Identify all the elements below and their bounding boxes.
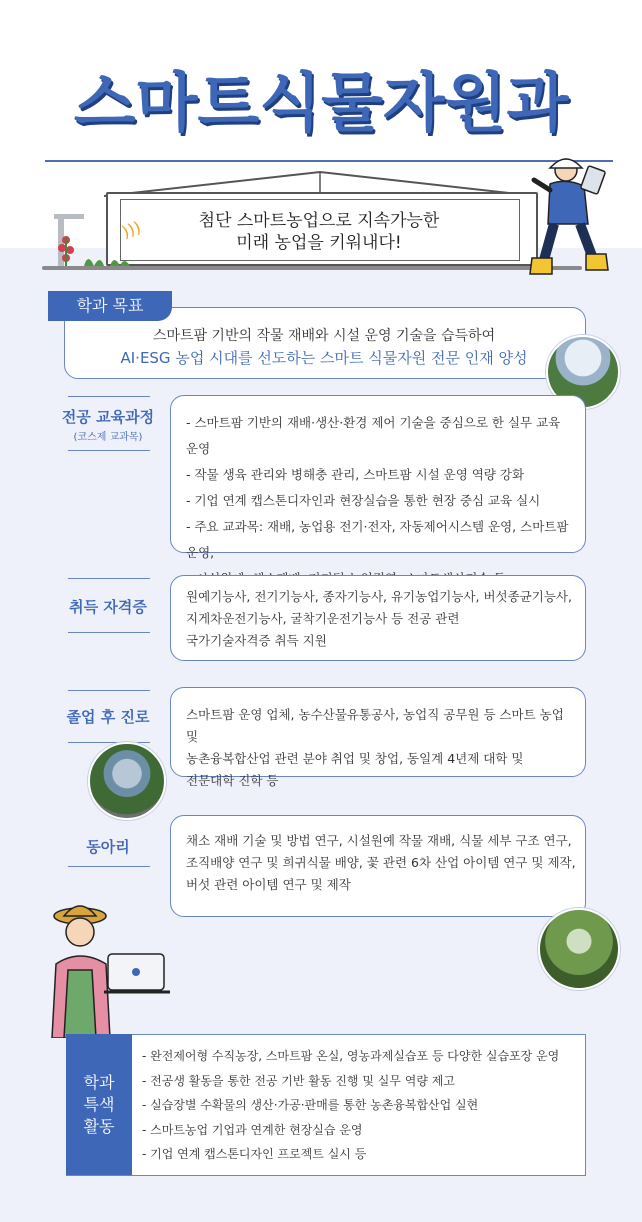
features-list [142,1044,582,1167]
orchard-photo [538,908,620,990]
curriculum-label: 전공 교육과정 [61,408,155,426]
list-item: - 주요 교과목: 재배, 농업용 전기·전자, 자동제어시스템 운영, 스마트팜 운영, [186,519,569,560]
goal-line-1: 스마트팜 기반의 작물 재배와 시설 운영 기술을 습득하여 [152,328,496,344]
features-label-line: 활동 [83,1117,115,1136]
curriculum-rule-top [68,396,150,397]
cert-rule-top [68,578,150,579]
club-text [186,830,576,896]
curriculum-sublabel: (코스제 교과목) [73,432,143,443]
features-label-line: 특색 [83,1095,115,1114]
curriculum-rule-bottom [68,450,150,451]
banner-line-1: 첨단 스마트농업으로 지속가능한 [198,211,440,231]
club-label: 동아리 [86,838,130,856]
goal-line-2: AI·ESG 농업 시대를 선도하는 스마트 식물자원 전문 인재 양성 [120,349,528,367]
cert-rule-bottom [68,632,150,633]
page-title: 스마트식물자원과 [73,67,569,141]
ground-line [42,266,582,270]
list-item: - 기업 연계 캡스톤디자인과 현장실습을 통한 현장 중심 교육 실시 [186,493,541,508]
vertical-farm-photo [88,742,166,820]
student-laptop-icon [46,898,176,1038]
list-item: - 스마트농업 기업과 연계한 현장실습 운영 [142,1122,363,1137]
career-label: 졸업 후 진로 [66,708,150,726]
curriculum-list [186,410,576,592]
club-line: 버섯 관련 아이템 연구 및 제작 [186,877,351,892]
list-item: - 완전제어형 수직농장, 스마트팜 온실, 영농과제실습포 등 다양한 실습포장 운영 [142,1049,560,1063]
list-item: - 전공생 활동을 통한 전공 기반 활동 진행 및 실무 역량 제고 [142,1073,455,1088]
cert-line: 원예기능사, 전기기능사, 종자기능사, 유기농업기능사, 버섯종균기능사, [186,589,572,604]
farmer-tablet-icon [526,150,616,280]
career-line: 전문대학 진학 등 [186,773,279,788]
list-item: - 스마트팜 기반의 재배·생산·환경 제어 기술을 중심으로 한 실무 교육 운영 [186,415,561,456]
career-text [186,704,576,792]
cert-line: 지게차운전기능사, 굴착기운전기능사 등 전공 관련 [186,611,460,626]
plants-icon [54,232,144,268]
list-item: - 작물 생육 관리와 병해충 관리, 스마트팜 시설 운영 역량 강화 [186,467,525,482]
career-line: 농촌융복합산업 관련 분야 취업 및 창업, 동일계 4년제 대학 및 [186,751,524,766]
club-line: 조직배양 연구 및 희귀식물 배양, 꽃 관련 6차 산업 아이템 연구 및 제작, [186,855,576,870]
career-rule-top [68,690,150,691]
cert-text [186,586,576,652]
club-rule-bottom [68,866,150,867]
wifi-icon: ))) [119,217,144,242]
career-line: 스마트팜 운영 업체, 농수산물유통공사, 농업직 공무원 등 스마트 농업 및 [186,707,564,744]
features-label-line: 학과 [83,1073,115,1092]
cert-label: 취득 자격증 [69,598,147,616]
cert-line: 국가기술자격증 취득 지원 [186,633,327,648]
banner-line-2: 미래 농업을 키워내다! [236,233,402,253]
goal-tab: 학과 목표 [48,291,172,321]
club-line: 채소 재배 기술 및 방법 연구, 시설원예 작물 재배, 식물 세부 구조 연구, [186,833,572,848]
list-item: - 실습장별 수확물의 생산·가공·판매를 통한 농촌융복합산업 실현 [142,1098,479,1112]
list-item: - 기업 연계 캡스톤디자인 프로젝트 실시 등 [142,1147,367,1161]
banner-slogan [120,210,518,254]
features-label [66,1072,132,1138]
